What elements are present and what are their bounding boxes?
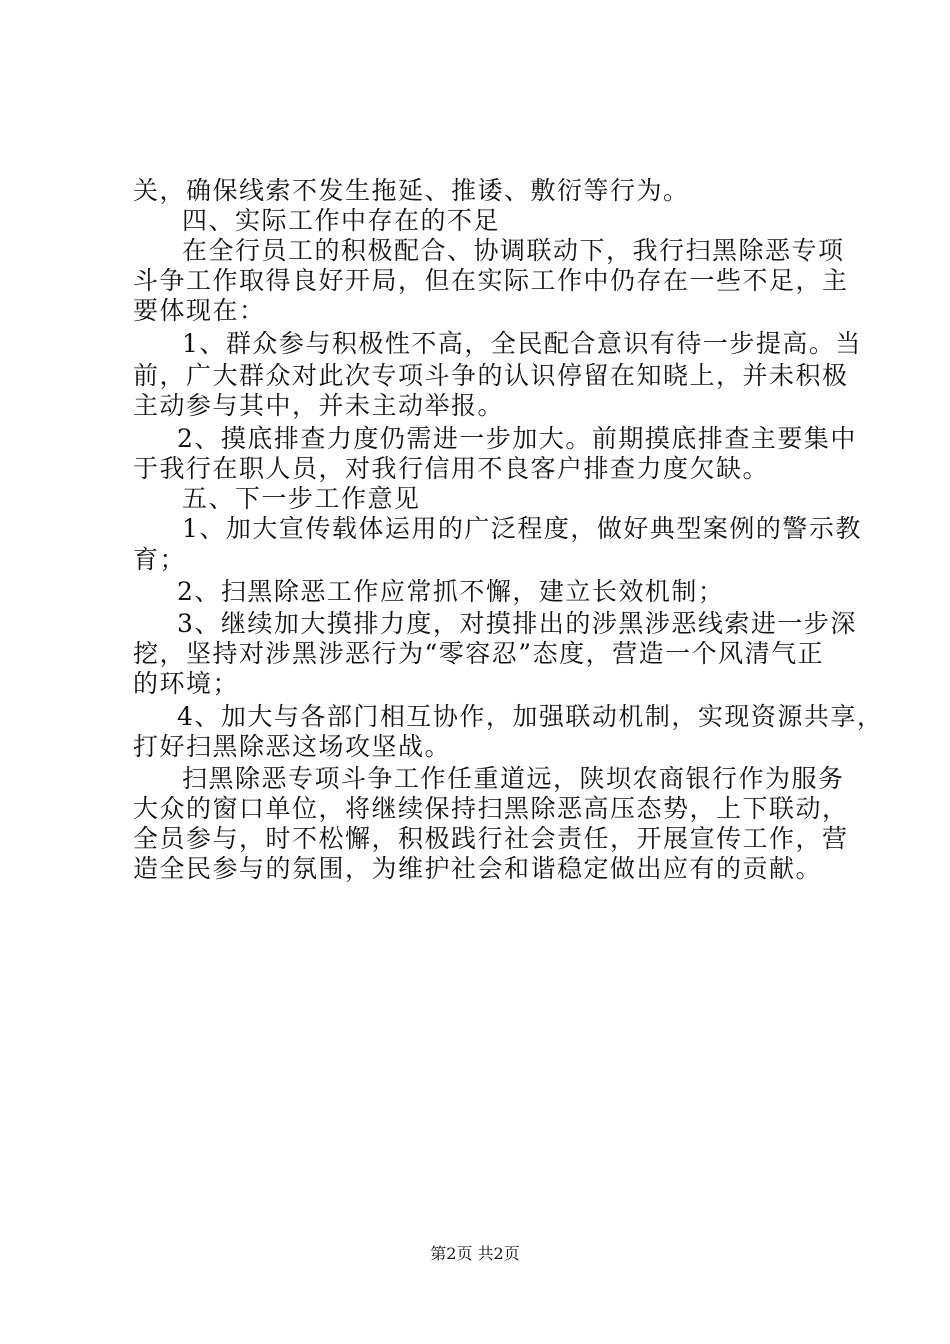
paragraph-line: 挖，坚持对涉黑涉恶行为“零容忍”态度，营造一个风清气正: [133, 639, 825, 668]
list-item-line: 1、群众参与积极性不高，全民配合意识有待一步提高。当: [182, 329, 862, 358]
paragraph-line: 斗争工作取得良好开局，但在实际工作中仍存在一些不足，主: [133, 266, 849, 295]
list-item-line: 2、扫黑除恶工作应常抓不懈，建立长效机制；: [177, 577, 725, 606]
paragraph-line: 打好扫黑除恶这场攻坚战。: [133, 732, 452, 761]
paragraph-line: 关，确保线索不发生拖延、推诿、敷衍等行为。: [133, 176, 690, 205]
paragraph-line: 大众的窗口单位，将继续保持扫黑除恶高压态势，上下联动，: [133, 794, 849, 823]
page-number-footer: 第2页 共2页: [430, 1244, 520, 1263]
paragraph-line: 要体现在：: [133, 296, 266, 325]
paragraph-line: 主动参与其中，并未主动举报。: [133, 391, 505, 420]
paragraph-line: 全员参与，时不松懈，积极践行社会责任，开展宣传工作，营: [133, 824, 849, 853]
paragraph-line: 前，广大群众对此次专项斗争的认识停留在知晓上，并未积极: [133, 361, 849, 390]
paragraph-line: 造全民参与的氛围，为维护社会和谐稳定做出应有的贡献。: [133, 854, 823, 883]
section-heading: 五、下一步工作意见: [182, 484, 421, 513]
list-item-line: 1、加大宣传载体运用的广泛程度，做好典型案例的警示教: [182, 514, 862, 543]
paragraph-line: 于我行在职人员，对我行信用不良客户排查力度欠缺。: [133, 454, 770, 483]
list-item-line: 2、摸底排查力度仍需进一步加大。前期摸底排查主要集中: [177, 424, 857, 453]
paragraph-line: 育；: [133, 545, 187, 574]
paragraph-line: 的环境；: [133, 669, 240, 698]
section-heading: 四、实际工作中存在的不足: [182, 206, 501, 235]
paragraph-line: 在全行员工的积极配合、协调联动下，我行扫黑除恶专项: [182, 236, 845, 265]
paragraph-line: 扫黑除恶专项斗争工作任重道远，陕坝农商银行作为服务: [182, 764, 845, 793]
list-item-line: 4、加大与各部门相互协作，加强联动机制，实现资源共享，: [177, 702, 884, 731]
list-item-line: 3、继续加大摸排力度，对摸排出的涉黑涉恶线索进一步深: [177, 609, 857, 638]
